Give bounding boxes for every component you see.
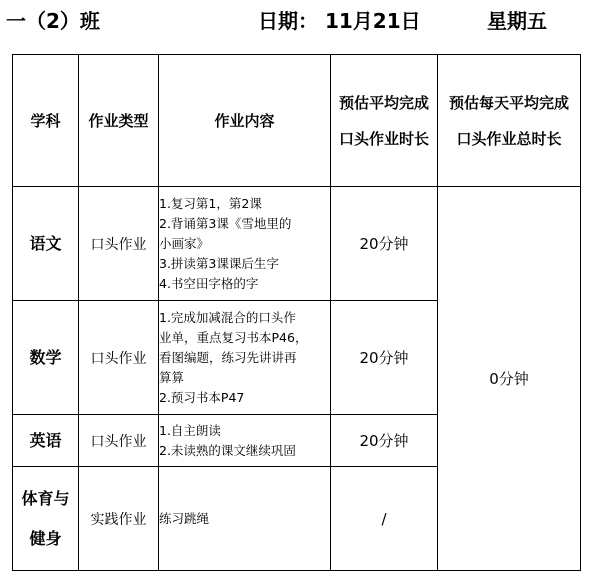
total-time-cell: 0分钟 [438,187,581,571]
col-header-content: 作业内容 [159,55,331,187]
col-header-total-time-label: 预估每天平均完成口头作业总时长 [448,93,569,148]
type-cell: 口头作业 [79,187,159,301]
content-line: 2.背诵第3课《雪地里的 [159,215,292,231]
time-cell: 20分钟 [331,301,438,415]
content-line: 1.完成加减混合的口头作 [159,309,296,325]
col-header-subject: 学科 [13,55,79,187]
table-row [13,187,581,301]
homework-table [12,54,581,571]
content-line: 1.自主朗读 [159,422,221,438]
time-cell: 20分钟 [331,187,438,301]
weekday: 星期五 [487,9,547,33]
col-header-avg-time-label: 预估平均完成口头作业时长 [338,93,429,148]
subject-cell: 数学 [13,301,79,415]
subject-cell: 语文 [13,187,79,301]
subject-cell: 英语 [13,415,79,467]
col-header-avg-time [331,55,438,187]
subject-cell: 体育与健身 [13,467,79,571]
col-header-type: 作业类型 [79,55,159,187]
type-cell: 口头作业 [79,415,159,467]
content-line: 练习跳绳 [159,510,210,526]
header-row [13,55,581,187]
content-line: 1.复习第1，第2课 [159,195,262,211]
time-cell: 20分钟 [331,415,438,467]
content-cell [159,467,331,571]
content-line: 2.预习书本P47 [159,389,245,405]
content-cell [159,187,331,301]
type-cell: 口头作业 [79,301,159,415]
content-line: 小画家》 [159,235,210,251]
content-line: 4.书空田字格的字 [159,275,259,291]
content-cell [159,301,331,415]
content-line: 算算 [159,369,185,385]
content-line: 看图编题，练习先讲讲再 [159,349,297,365]
content-line: 2.未读熟的课文继续巩固 [159,442,296,458]
date: 日期： 11月21日 [258,9,421,33]
content-line: 3.拼读第3课课后生字 [159,255,279,271]
content-line: 业单，重点复习书本P46， [159,329,308,345]
class-name: 一（2）班 [6,9,100,33]
page-header [0,4,591,38]
type-cell: 实践作业 [79,467,159,571]
time-cell: / [331,467,438,571]
content-cell [159,415,331,467]
col-header-total-time [438,55,581,187]
